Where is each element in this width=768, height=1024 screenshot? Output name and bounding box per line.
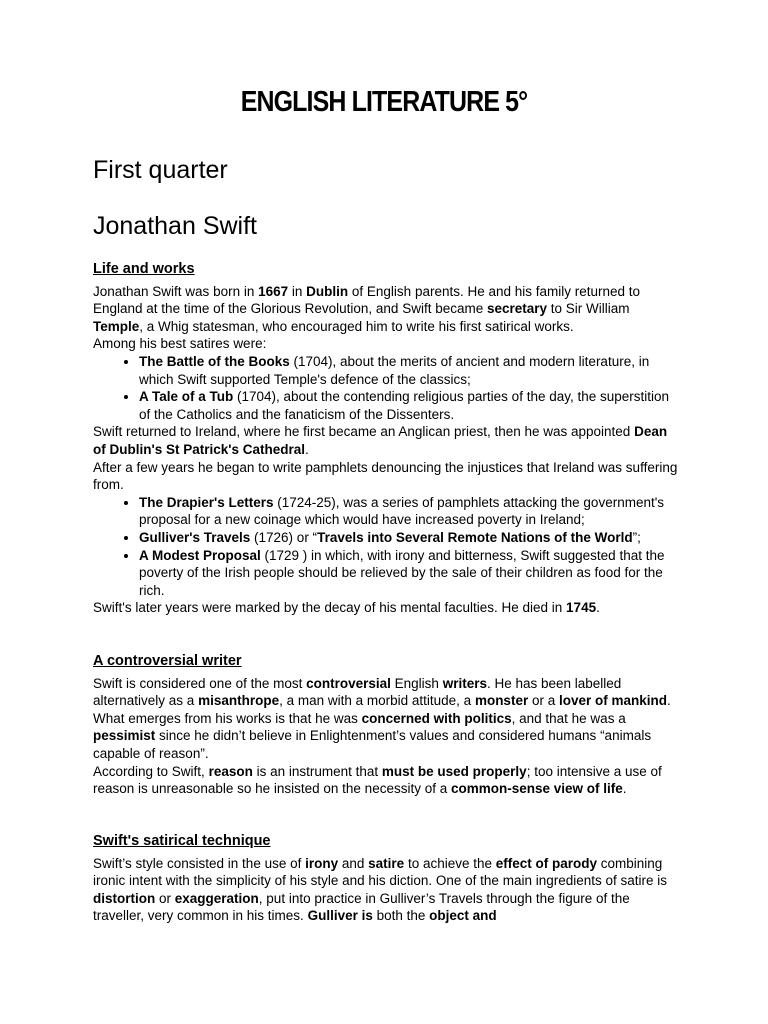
paragraph: Swift returned to Ireland, where he first became an Anglican priest, then he was appointed Dean of Dublin's St Patrick's Cathedral. xyxy=(93,424,668,457)
document-title: ENGLISH LITERATURE 5° xyxy=(240,86,528,118)
list-item: • Gulliver's Travels (1726) or “Travels into Several Remote Nations of the World”; xyxy=(139,529,678,547)
list-item: • A Tale of a Tub (1704), about the contending religious parties of the day, the superstition of the Catholics and the fanaticism of the Dissenters. xyxy=(139,388,678,423)
list-item: • A Modest Proposal (1729 ) in which, with irony and bitterness, Swift suggested that the poverty of the Irish people should be relieved by the sale of their children as food for the rich. xyxy=(139,547,678,600)
list-item: • The Drapier's Letters (1724-25), was a series of pamphlets attacking the government's proposal for a new coinage which would have increased poverty in Ireland; xyxy=(139,494,678,529)
paragraph: After a few years he began to write pamphlets denouncing the injustices that Ireland was suffering from. xyxy=(93,459,678,493)
satirical-technique-section xyxy=(93,833,678,925)
paragraph: Swift’s style consisted in the use of irony and satire to achieve the effect of parody combining ironic intent with the simplicity of his style and his diction. One of the main ingredients of satire is distortion or exaggeration, put into practice in Gulliver’s Travels through the figure of the traveller, very common in his times. Gulliver is both the object and xyxy=(93,855,668,924)
bullet-list xyxy=(93,353,678,423)
controversial-writer-heading: A controversial writer xyxy=(93,653,242,669)
paragraph: According to Swift, reason is an instrument that must be used properly; too intensive a use of reason is unreasonable so he insisted on the necessity of a common-sense view of life. xyxy=(93,763,662,797)
bullet-list xyxy=(93,494,678,600)
subject-heading: Jonathan Swift xyxy=(93,212,257,240)
list-item: • The Battle of the Books (1704), about the merits of ancient and modern literature, in which Swift supported Temple's defence of the classics; xyxy=(139,353,678,388)
paragraph: What emerges from his works is that he was concerned with politics, and that he was a pessimist since he didn’t believe in Enlightenment’s values and considered humans “animals capable of reason”. xyxy=(93,710,652,761)
life-and-works-heading: Life and works xyxy=(93,261,195,277)
paragraph: Jonathan Swift was born in 1667 in Dublin of English parents. He and his family returned to England at the time of the Glorious Revolution, and Swift became secretary to Sir William Temple, a Whig statesman, who encouraged him to write his first satirical works. xyxy=(93,283,641,334)
paragraph: Swift's later years were marked by the decay of his mental faculties. He died in 1745. xyxy=(93,600,600,616)
satirical-technique-heading: Swift's satirical technique xyxy=(93,833,271,849)
life-and-works-section xyxy=(93,261,678,617)
section-heading: First quarter xyxy=(93,156,228,184)
paragraph: Among his best satires were: xyxy=(93,336,267,352)
paragraph: Swift is considered one of the most controversial English writers. He has been labelled alternatively as a misanthrope, a man with a morbid attitude, a monster or a lover of mankind. xyxy=(93,675,671,709)
controversial-writer-section xyxy=(93,653,678,798)
